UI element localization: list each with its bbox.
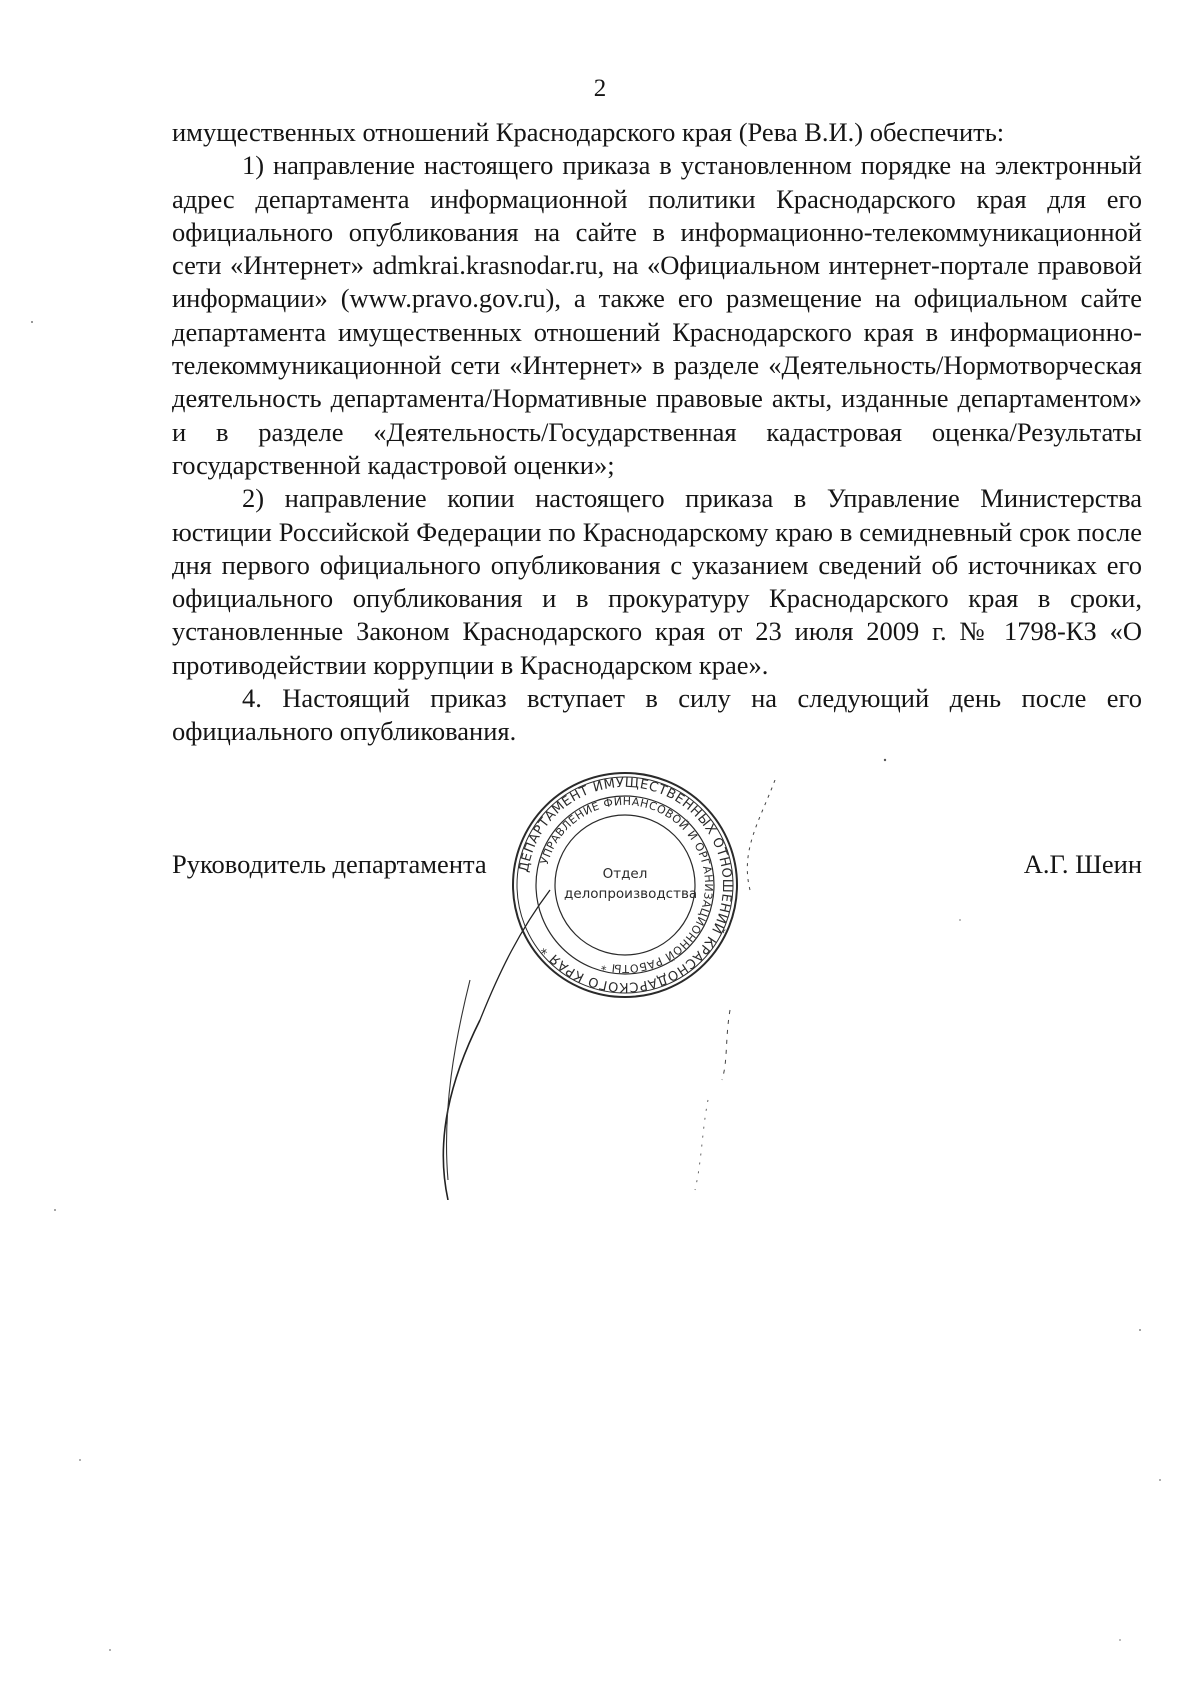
page-number: 2 [593, 75, 607, 102]
paragraph-item-2: 2) направление копии настоящего приказа в Управление Министерства юстиции Российской Федерации по Краснодарскому краю в семидневный срок после дня первого официального опубликования с указанием сведений об источниках его официального опубликования и в прокуратуру Краснодарского края в сроки, установленные Законом Краснодарского края от 23 июля 2009 г. № 1798-КЗ «О противодействии коррупции в Краснодарском крае». [172, 483, 1142, 680]
signatory-position: Руководитель департамента [172, 849, 487, 879]
signatory-name: А.Г. Шеин [1023, 849, 1142, 879]
paragraph-item-4: 4. Настоящий приказ вступает в силу на следующий день после его официального опубликования. [172, 683, 1142, 747]
paragraph-item-1: 1) направление настоящего приказа в установленном порядке на электронный адрес департамента информационной политики Краснодарского края для его официального опубликования на сайте в информационно-телекоммуникационной сети «Интернет» admkrai.krasnodar.ru, на «Официальном интернет-портале правовой информации» (www.pravo.gov.ru), а также его размещение на официальном сайте департамента имущественных отношений Краснодарского края в информационно-телекоммуникационной сети «Интернет» в разделе «Деятельность/Нормотворческая деятельность департамента/Нормативные правовые акты, изданные департаментом» и в разделе «Деятельность/Государственная кадастровая оценка/Результаты государственной кадастровой оценки»; [172, 150, 1142, 480]
stamp-center [564, 864, 698, 904]
document-body [172, 116, 1142, 749]
stamp-outer-text: ДЕПАРТАМЕНТ ИМУЩЕСТВЕННЫХ ОТНОШЕНИЙ КРАСНОДАРСКОГО КРАЯ * [516, 775, 735, 995]
stamp-inner-text: УПРАВЛЕНИЕ ФИНАНСОВОЙ И ОРГАНИЗАЦИОННОЙ РАБОТЫ * [537, 794, 716, 976]
stamp-center-line1: Отдел [602, 866, 648, 882]
stamp-center-line2: делопроизводства [564, 886, 698, 902]
paragraph-continuation: имущественных отношений Краснодарского края (Рева В.И.) обеспечить: [172, 117, 1005, 147]
